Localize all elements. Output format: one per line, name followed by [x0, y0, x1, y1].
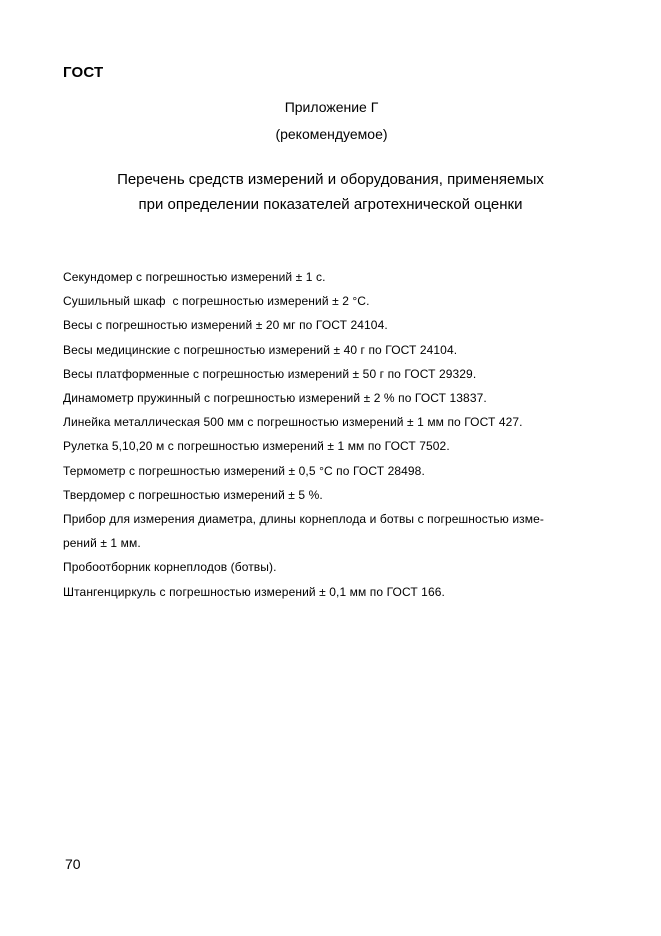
list-item: Секундомер с погрешностью измерений ± 1 с.	[63, 270, 326, 284]
page-number: 70	[65, 856, 81, 872]
list-item: Штангенциркуль с погрешностью измерений ± 0,1 мм по ГОСТ 166.	[63, 584, 445, 599]
section-title-line-1: Перечень средств измерений и оборудования, применяемых	[117, 171, 544, 188]
equipment-list	[63, 265, 593, 604]
list-item: Сушильный шкаф с погрешностью измерений ± 2 °С.	[63, 294, 370, 309]
list-item: Термометр с погрешностью измерений ± 0,5 °С по ГОСТ 28498.	[63, 463, 425, 478]
appendix-title: Приложение Г	[284, 99, 379, 115]
section-title-line-2: при определении показателей агротехнической оценки	[138, 196, 523, 213]
list-item: Динамометр пружинный с погрешностью измерений ± 2 % по ГОСТ 13837.	[63, 391, 487, 406]
appendix-heading	[0, 94, 661, 148]
list-item: Пробоотборник корнеплодов (ботвы).	[63, 560, 277, 575]
list-item: Весы с погрешностью измерений ± 20 мг по ГОСТ 24104.	[63, 318, 388, 333]
list-item: Весы платформенные с погрешностью измерений ± 50 г по ГОСТ 29329.	[63, 366, 477, 381]
standard-mark: ГОСТ	[63, 64, 104, 81]
list-item: Прибор для измерения диаметра, длины корнеплода и ботвы с погрешностью изме-	[63, 512, 544, 527]
list-item: Твердомер с погрешностью измерений ± 5 %.	[63, 487, 323, 502]
list-item: Линейка металлическая 500 мм с погрешностью измерений ± 1 мм по ГОСТ 427.	[63, 415, 523, 430]
section-title	[0, 167, 661, 217]
list-item: Рулетка 5,10,20 м с погрешностью измерений ± 1 мм по ГОСТ 7502.	[63, 439, 450, 454]
appendix-status: (рекомендуемое)	[275, 126, 388, 142]
list-item: Весы медицинские с погрешностью измерений ± 40 г по ГОСТ 24104.	[63, 342, 458, 357]
list-item-continuation: рений ± 1 мм.	[63, 536, 141, 551]
